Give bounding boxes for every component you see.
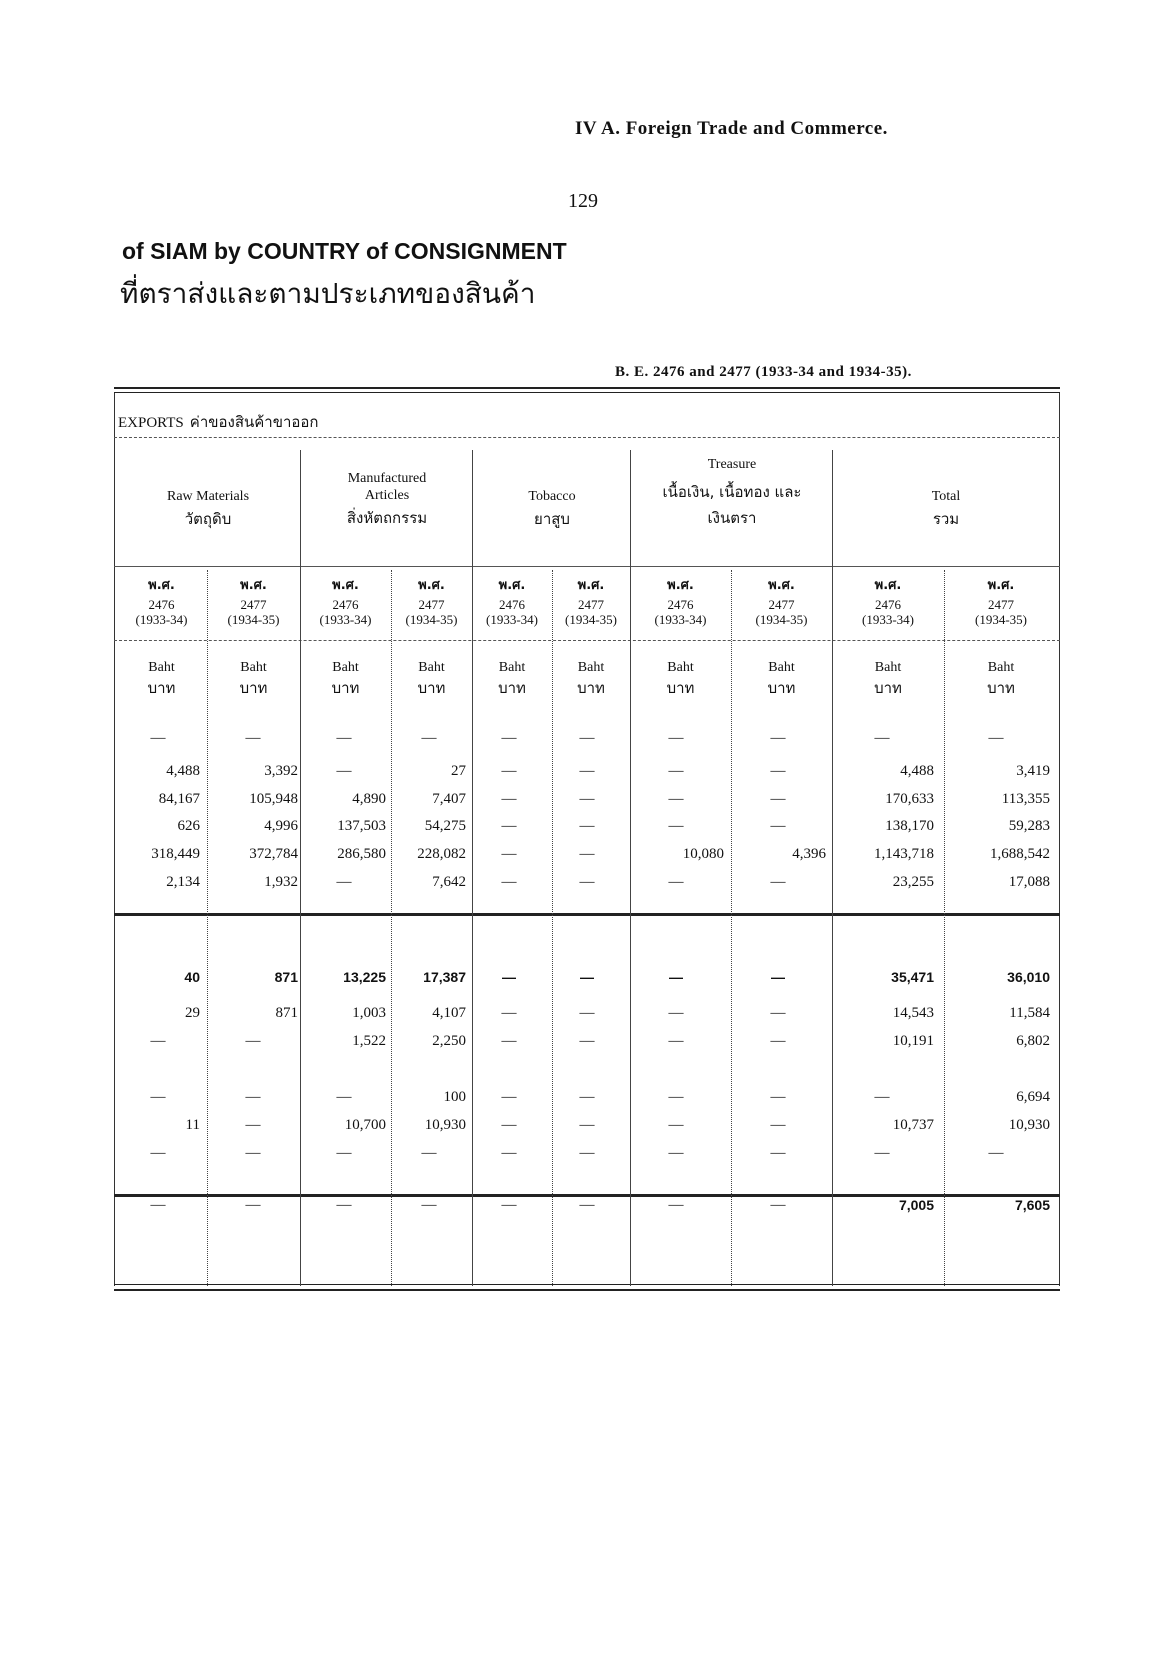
- page-title: of SIAM by COUNTRY of CONSIGNMENT: [122, 238, 567, 264]
- table-cell: —: [988, 1145, 1004, 1161]
- table-cell: —: [336, 1145, 352, 1161]
- year-be: 2476: [499, 597, 525, 612]
- unit-header: [207, 660, 300, 696]
- table-cell: 36,010: [1007, 969, 1050, 985]
- year-be: 2477: [418, 597, 445, 612]
- unit-header: [552, 660, 630, 696]
- table-cell: —: [421, 1197, 437, 1213]
- year-era: พ.ศ.: [498, 578, 526, 593]
- year-ce: (1934-35): [755, 612, 808, 627]
- unit-header: [832, 660, 944, 696]
- table-cell: 4,396: [792, 846, 826, 862]
- unit-th: บาท: [874, 679, 902, 697]
- table-cell: 10,737: [892, 1117, 934, 1133]
- table-cell: 6,802: [1016, 1033, 1050, 1049]
- table-cell: —: [501, 1033, 517, 1049]
- table-cell: —: [579, 791, 595, 807]
- table-cell: 17,088: [1008, 874, 1050, 890]
- table-cell: —: [770, 874, 786, 890]
- table-cell: —: [668, 1117, 684, 1133]
- table-cell: —: [501, 874, 517, 890]
- table-cell: 40: [184, 969, 200, 985]
- unit-en: Baht: [768, 660, 795, 675]
- group-header-tobacco-en: Tobacco: [528, 489, 576, 504]
- table-cell: —: [580, 969, 594, 985]
- group-header-total-th: รวม: [932, 510, 960, 528]
- year-be: 2476: [875, 597, 901, 612]
- table-cell: —: [579, 1089, 595, 1105]
- table-cell: 113,355: [1001, 791, 1050, 807]
- table-cell: —: [421, 1145, 437, 1161]
- unit-th: บาท: [767, 679, 796, 697]
- table-cell: —: [770, 1005, 786, 1021]
- unit-header: [731, 660, 832, 696]
- group-header-treasure: [632, 456, 832, 531]
- year-era: พ.ศ.: [768, 578, 795, 593]
- unit-th: บาท: [498, 679, 526, 697]
- table-cell: —: [501, 791, 517, 807]
- table-cell: —: [771, 969, 785, 985]
- table-top-rule: [114, 387, 1060, 389]
- table-cell: —: [579, 846, 595, 862]
- table-cell: —: [668, 1089, 684, 1105]
- table-cell: 10,930: [1008, 1117, 1050, 1133]
- year-era: พ.ศ.: [418, 578, 445, 593]
- table-cell: 84,167: [158, 791, 200, 807]
- group-header-divider: [114, 566, 1060, 567]
- unit-th: บาท: [331, 679, 360, 697]
- year-header: [832, 578, 944, 627]
- table-cell: —: [245, 1089, 261, 1105]
- table-cell: 137,503: [337, 818, 386, 834]
- unit-en: Baht: [148, 660, 175, 675]
- table-cell: —: [150, 730, 166, 746]
- table-cell: —: [579, 730, 595, 746]
- table-cell: —: [336, 730, 352, 746]
- unit-th: บาท: [987, 679, 1015, 697]
- table-cell: —: [579, 874, 595, 890]
- table-cell: 10,930: [424, 1117, 466, 1133]
- table-cell: —: [501, 818, 517, 834]
- exports-label: [118, 410, 318, 434]
- year-be: 2477: [768, 597, 795, 612]
- table-cell: —: [336, 1089, 352, 1105]
- table-cell: 59,283: [1008, 818, 1050, 834]
- unit-en: Baht: [332, 660, 359, 675]
- table-cell: —: [770, 1033, 786, 1049]
- table-cell: —: [668, 874, 684, 890]
- exports-label-en: EXPORTS: [118, 415, 184, 431]
- table-cell: —: [501, 1197, 517, 1213]
- table-cell: 1,003: [352, 1005, 386, 1021]
- unit-th: บาท: [417, 679, 446, 697]
- table-cell: 100: [443, 1089, 466, 1105]
- table-cell: —: [874, 1089, 890, 1105]
- table-cell: —: [770, 791, 786, 807]
- table-top-rule-inner: [114, 392, 1060, 393]
- table-cell: 1,688,542: [990, 846, 1050, 862]
- unit-th: บาท: [577, 679, 605, 697]
- unit-th: บาท: [239, 679, 268, 697]
- table-cell: 372,784: [249, 846, 298, 862]
- table-cell: —: [245, 1033, 261, 1049]
- table-cell: 138,170: [885, 818, 934, 834]
- year-ce: (1934-35): [227, 612, 280, 627]
- group-header-manufactured-th: สิ่งหัตถกรรม: [346, 509, 428, 527]
- table-cell: —: [501, 1089, 517, 1105]
- table-cell: —: [501, 1117, 517, 1133]
- unit-header: [300, 660, 391, 696]
- year-era: พ.ศ.: [874, 578, 902, 593]
- year-ce: (1934-35): [975, 612, 1027, 627]
- table-cell: —: [150, 1145, 166, 1161]
- table-cell: 10,191: [892, 1033, 934, 1049]
- year-ce: (1934-35): [405, 612, 458, 627]
- year-header: [207, 578, 300, 627]
- year-era: พ.ศ.: [240, 578, 267, 593]
- table-cell: 4,488: [900, 763, 934, 779]
- table-cell: 14,543: [892, 1005, 934, 1021]
- col-divider-1: [300, 450, 301, 1286]
- year-ce: (1933-34): [486, 612, 538, 627]
- table-cell: —: [501, 1005, 517, 1021]
- year-header: [944, 578, 1058, 627]
- table-cell: 871: [274, 969, 298, 985]
- table-cell: —: [874, 1145, 890, 1161]
- group-header-treasure-th: เนื้อเงิน, เนื้อทอง และ เงินตรา: [662, 483, 802, 527]
- unit-th: บาท: [147, 679, 176, 697]
- table-cell: —: [669, 969, 683, 985]
- year-header: [391, 578, 472, 627]
- table-cell: 4,107: [432, 1005, 466, 1021]
- table-cell: 11: [185, 1117, 200, 1133]
- year-era: พ.ศ.: [577, 578, 605, 593]
- group-header-raw-materials-en: Raw Materials: [166, 489, 250, 504]
- table-cell: —: [502, 969, 516, 985]
- unit-en: Baht: [577, 660, 605, 675]
- group-header-treasure-en: Treasure: [707, 457, 757, 472]
- year-be: 2476: [667, 597, 694, 612]
- unit-en: Baht: [240, 660, 267, 675]
- year-header-divider: [114, 640, 1060, 641]
- unit-en: Baht: [498, 660, 526, 675]
- table-cell: —: [770, 1197, 786, 1213]
- table-cell: —: [770, 818, 786, 834]
- table-cell: —: [668, 791, 684, 807]
- table-cell: —: [668, 1005, 684, 1021]
- table-cell: 23,255: [892, 874, 934, 890]
- table-cell: 54,275: [424, 818, 466, 834]
- table-cell: 871: [275, 1005, 298, 1021]
- unit-header: [472, 660, 552, 696]
- year-era: พ.ศ.: [987, 578, 1015, 593]
- year-header: [731, 578, 832, 627]
- table-cell: —: [668, 818, 684, 834]
- table-cell: —: [245, 730, 261, 746]
- unit-en: Baht: [874, 660, 902, 675]
- year-header: [300, 578, 391, 627]
- table-cell: 2,134: [166, 874, 200, 890]
- table-cell: —: [770, 1117, 786, 1133]
- table-cell: 7,605: [1014, 1197, 1050, 1213]
- year-be: 2477: [240, 597, 267, 612]
- year-header: [552, 578, 630, 627]
- table-cell: —: [668, 763, 684, 779]
- unit-en: Baht: [418, 660, 445, 675]
- table-cell: 1,522: [352, 1033, 386, 1049]
- table-cell: —: [579, 763, 595, 779]
- unit-header: [630, 660, 731, 696]
- year-ce: (1933-34): [319, 612, 372, 627]
- table-cell: 2,250: [432, 1033, 466, 1049]
- table-cell: 318,449: [151, 846, 200, 862]
- table-cell: 1,932: [264, 874, 298, 890]
- table-cell: 4,996: [264, 818, 298, 834]
- table-bottom-rule-inner: [114, 1284, 1060, 1285]
- table-cell: —: [770, 1089, 786, 1105]
- year-header: [472, 578, 552, 627]
- table-cell: —: [668, 1033, 684, 1049]
- table-cell: 11,584: [1009, 1005, 1050, 1021]
- exports-label-thai: ค่าของสินค้าขาออก: [189, 413, 319, 431]
- table-cell: —: [501, 1145, 517, 1161]
- year-ce: (1933-34): [135, 612, 188, 627]
- table-cell: 286,580: [337, 846, 386, 862]
- table-cell: 4,488: [166, 763, 200, 779]
- group-header-tobacco-th: ยาสูบ: [534, 510, 570, 528]
- table-cell: —: [668, 730, 684, 746]
- table-cell: 35,471: [891, 969, 934, 985]
- table-cell: 27: [451, 763, 466, 779]
- table-cell: 17,387: [423, 969, 466, 985]
- table-cell: 3,392: [264, 763, 298, 779]
- unit-en: Baht: [667, 660, 694, 675]
- table-cell: —: [501, 846, 517, 862]
- group-header-total-en: Total: [931, 489, 961, 504]
- group-header-raw-materials-th: วัตถุดิบ: [184, 510, 232, 528]
- year-header: [116, 578, 207, 627]
- table-bottom-rule: [114, 1289, 1060, 1291]
- table-cell: —: [501, 763, 517, 779]
- table-cell: —: [668, 1145, 684, 1161]
- table-cell: 7,407: [432, 791, 466, 807]
- table-cell: —: [421, 730, 437, 746]
- table-cell: —: [770, 763, 786, 779]
- year-be: 2476: [148, 597, 175, 612]
- exports-divider: [114, 437, 1060, 438]
- table-cell: —: [245, 1117, 261, 1133]
- table-cell: 228,082: [417, 846, 466, 862]
- section-header: IV A. Foreign Trade and Commerce.: [575, 118, 888, 139]
- table-cell: —: [579, 1033, 595, 1049]
- table-cell: 7,005: [898, 1197, 934, 1213]
- table-cell: —: [579, 1197, 595, 1213]
- group-header-manufactured-en: Manufactured Articles: [347, 471, 427, 503]
- year-be: 2477: [578, 597, 604, 612]
- table-cell: 10,080: [682, 846, 724, 862]
- group-header-tobacco: [474, 488, 630, 528]
- table-cell: —: [150, 1089, 166, 1105]
- table-cell: —: [150, 1197, 166, 1213]
- year-era: พ.ศ.: [148, 578, 175, 593]
- unit-header: [391, 660, 472, 696]
- table-cell: —: [336, 874, 352, 890]
- page-title-thai: ที่ตราส่งและตามประเภทของสินค้า: [120, 277, 536, 310]
- year-ce: (1933-34): [654, 612, 707, 627]
- table-cell: —: [770, 730, 786, 746]
- table-cell: 105,948: [249, 791, 298, 807]
- table-cell: —: [579, 818, 595, 834]
- table-cell: 4,890: [352, 791, 386, 807]
- table-cell: —: [245, 1197, 261, 1213]
- table-cell: 7,642: [432, 874, 466, 890]
- year-era: พ.ศ.: [667, 578, 694, 593]
- table-cell: —: [579, 1005, 595, 1021]
- unit-th: บาท: [666, 679, 695, 697]
- year-be: 2476: [332, 597, 359, 612]
- table-cell: 3,419: [1016, 763, 1050, 779]
- unit-header: [944, 660, 1058, 696]
- table-cell: —: [336, 763, 352, 779]
- table-cell: —: [579, 1117, 595, 1133]
- page-number: 129: [568, 190, 598, 212]
- group-header-total: [834, 488, 1058, 528]
- table-cell: 29: [185, 1005, 200, 1021]
- section-rule-1: [114, 913, 1060, 916]
- group-header-raw-materials: [116, 488, 300, 528]
- table-cell: —: [874, 730, 890, 746]
- year-era: พ.ศ.: [332, 578, 359, 593]
- unit-header: [116, 660, 207, 696]
- year-header: [630, 578, 731, 627]
- year-ce: (1934-35): [565, 612, 617, 627]
- table-cell: 1,143,718: [874, 846, 934, 862]
- table-cell: 626: [177, 818, 200, 834]
- table-cell: —: [150, 1033, 166, 1049]
- table-cell: 10,700: [344, 1117, 386, 1133]
- unit-en: Baht: [987, 660, 1015, 675]
- year-ce: (1933-34): [862, 612, 914, 627]
- table-cell: —: [668, 1197, 684, 1213]
- table-cell: 13,225: [343, 969, 386, 985]
- table-cell: —: [336, 1197, 352, 1213]
- table-cell: 170,633: [885, 791, 934, 807]
- table-cell: —: [501, 730, 517, 746]
- table-cell: —: [245, 1145, 261, 1161]
- year-be: 2477: [988, 597, 1014, 612]
- table-cell: —: [579, 1145, 595, 1161]
- group-header-manufactured: [302, 470, 472, 527]
- period-label: B. E. 2476 and 2477 (1933-34 and 1934-35).: [615, 364, 912, 380]
- table-cell: —: [770, 1145, 786, 1161]
- table-cell: 6,694: [1016, 1089, 1050, 1105]
- table-cell: —: [988, 730, 1004, 746]
